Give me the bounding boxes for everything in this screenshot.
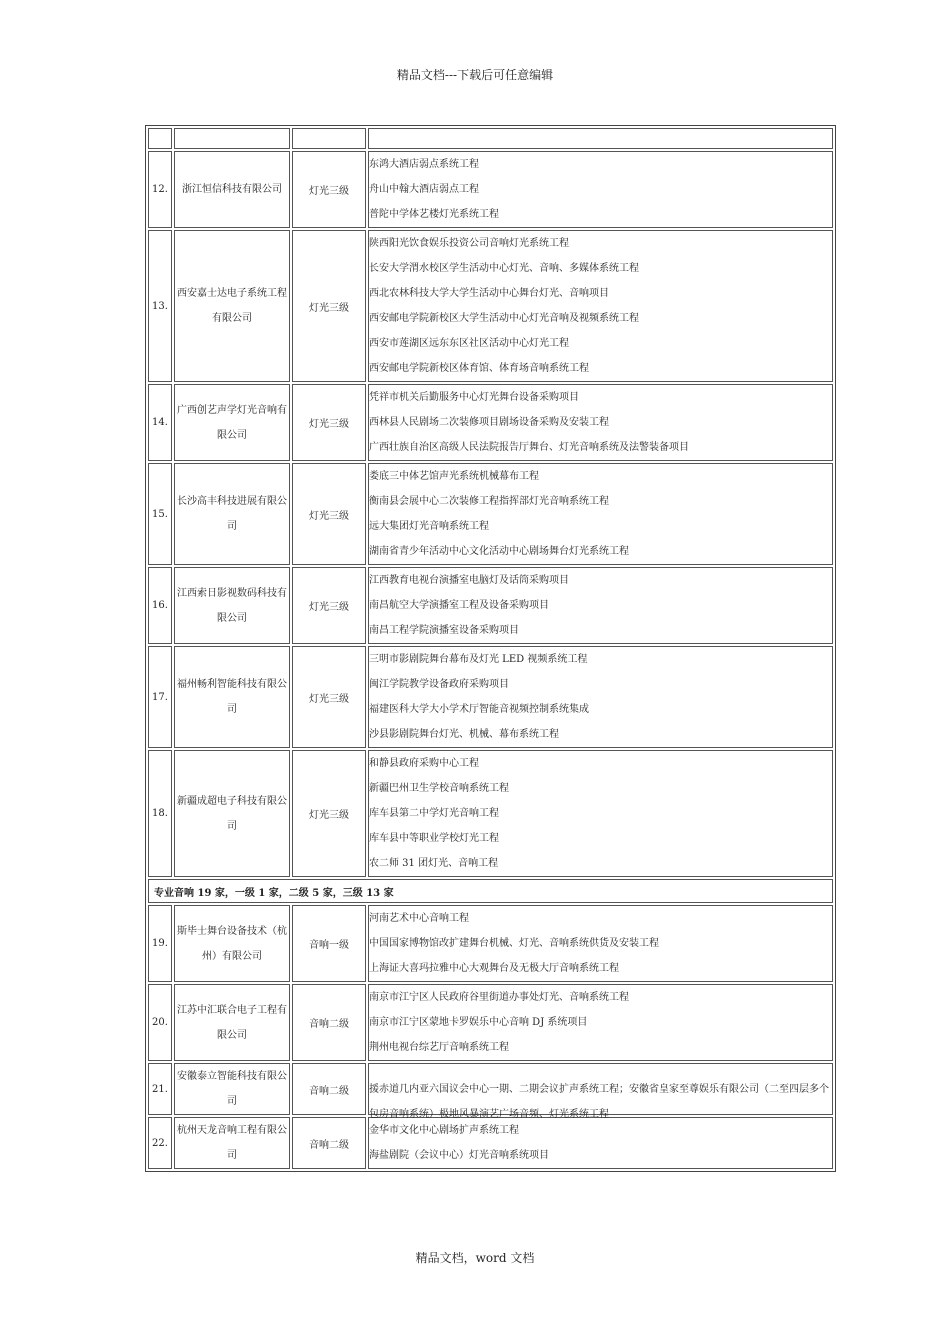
table-row: [148, 384, 833, 461]
section-header-audio: [148, 879, 833, 903]
page-footer: 精品文档，word 文档: [415, 1251, 535, 1265]
project-list: [368, 463, 833, 565]
project-item: 库车县第二中学灯光音响工程: [369, 808, 499, 819]
project-item: 金华市文化中心剧场扩声系统工程: [369, 1125, 519, 1136]
project-item: 长安大学渭水校区学生活动中心灯光、音响、多媒体系统工程: [369, 263, 639, 274]
project-item: 库车县中等职业学校灯光工程: [369, 833, 499, 844]
project-item: 衡南县会展中心二次装修工程指挥部灯光音响系统工程: [369, 496, 609, 507]
header-cell-level: [292, 128, 366, 149]
qualification-level: 音响二级: [292, 1117, 366, 1169]
row-number: 18.: [148, 750, 172, 877]
table-row: [148, 230, 833, 382]
section-title: 专业音响 19 家，一级 1 家，二级 5 家，三级 13 家: [148, 879, 833, 903]
project-item: 西北农林科技大学大学生活动中心舞台灯光、音响项目: [369, 288, 609, 299]
project-item: 河南艺术中心音响工程: [369, 913, 469, 924]
header-cell-company: [174, 128, 290, 149]
header-cell-no: [148, 128, 172, 149]
company-name: 江苏中汇联合电子工程有限公司: [174, 984, 290, 1061]
table-row: [148, 1063, 833, 1115]
row-number: 16.: [148, 567, 172, 644]
project-list: [368, 984, 833, 1061]
row-number: 20.: [148, 984, 172, 1061]
project-list: [368, 1063, 833, 1120]
table-row: [148, 463, 833, 565]
row-number: 14.: [148, 384, 172, 461]
qualification-level: 音响二级: [292, 984, 366, 1061]
project-item: 南京市江宁区蒙地卡罗娱乐中心音响 DJ 系统项目: [369, 1017, 588, 1028]
qualification-level: 音响二级: [292, 1063, 366, 1115]
table-row: [148, 984, 833, 1061]
company-name: 新疆成超电子科技有限公司: [174, 750, 290, 877]
project-item: 西安邮电学院新校区大学生活动中心灯光音响及视频系统工程: [369, 313, 639, 324]
project-item: 娄底三中体艺馆声光系统机械幕布工程: [369, 471, 539, 482]
company-name: 长沙高丰科技进展有限公司: [174, 463, 290, 565]
project-item: 西林县人民剧场二次装修项目剧场设备采购及安装工程: [369, 417, 609, 428]
project-item: 沙县影剧院舞台灯光、机械、幕布系统工程: [369, 729, 559, 740]
company-name: 广西创艺声学灯光音响有限公司: [174, 384, 290, 461]
project-item: 三明市影剧院舞台幕布及灯光 LED 视频系统工程: [369, 654, 588, 665]
project-item: 江西教育电视台演播室电脑灯及话筒采购项目: [369, 575, 569, 586]
project-item: 新疆巴州卫生学校音响系统工程: [369, 783, 509, 794]
qualification-level: 音响一级: [292, 905, 366, 982]
header-cell-projects: [368, 128, 833, 149]
qualification-level: 灯光三级: [292, 567, 366, 644]
project-item: 援赤道几内亚六国议会中心一期、二期会议扩声系统工程；安徽省皇家至尊娱乐有限公司（二至四层多个包房音响系统）极地风暴演艺广场音频、灯光系统工程: [369, 1083, 829, 1120]
company-name: 福州畅利智能科技有限公司: [174, 646, 290, 748]
project-list: [368, 384, 833, 461]
project-item: 广西壮族自治区高级人民法院报告厅舞台、灯光音响系统及法警装备项目: [369, 442, 689, 453]
company-name: 西安嘉士达电子系统工程有限公司: [174, 230, 290, 382]
project-item: 凭祥市机关后勤服务中心灯光舞台设备采购项目: [369, 392, 579, 403]
project-item: 西安邮电学院新校区体育馆、体育场音响系统工程: [369, 363, 589, 374]
contractor-table: [145, 125, 836, 1172]
project-list: [368, 230, 833, 382]
qualification-level: 灯光三级: [292, 463, 366, 565]
project-item: 南昌工程学院演播室设备采购项目: [369, 625, 519, 636]
table-row: [148, 905, 833, 982]
row-number: 19.: [148, 905, 172, 982]
project-item: 南京市江宁区人民政府谷里街道办事处灯光、音响系统工程: [369, 992, 629, 1003]
table-row: [148, 567, 833, 644]
project-list: [368, 567, 833, 644]
project-item: 福建医科大学大小学术厅智能音视频控制系统集成: [369, 704, 589, 715]
table-row: [148, 1117, 833, 1169]
project-item: 中国国家博物馆改扩建舞台机械、灯光、音响系统供货及安装工程: [369, 938, 659, 949]
table-header-row: [148, 128, 833, 149]
project-item: 荆州电视台综艺厅音响系统工程: [369, 1042, 509, 1053]
project-item: 农二师 31 团灯光、音响工程: [369, 858, 499, 869]
project-item: 陕西阳光饮食娱乐投资公司音响灯光系统工程: [369, 238, 569, 249]
row-number: 17.: [148, 646, 172, 748]
qualification-level: 灯光三级: [292, 646, 366, 748]
table-row: [148, 750, 833, 877]
qualification-level: 灯光三级: [292, 230, 366, 382]
row-number: 21.: [148, 1063, 172, 1115]
project-item: 普陀中学体艺楼灯光系统工程: [369, 209, 499, 220]
company-name: 安徽泰立智能科技有限公司: [174, 1063, 290, 1115]
project-item: 西安市莲湖区远东东区社区活动中心灯光工程: [369, 338, 569, 349]
project-item: 海盐剧院（会议中心）灯光音响系统项目: [369, 1150, 549, 1161]
row-number: 15.: [148, 463, 172, 565]
row-number: 13.: [148, 230, 172, 382]
company-name: 斯毕士舞台设备技术（杭州）有限公司: [174, 905, 290, 982]
row-number: 12.: [148, 151, 172, 228]
project-list: [368, 646, 833, 748]
row-number: 22.: [148, 1117, 172, 1169]
project-item: 和静县政府采购中心工程: [369, 758, 479, 769]
qualification-level: 灯光三级: [292, 384, 366, 461]
project-item: 远大集团灯光音响系统工程: [369, 521, 489, 532]
company-name: 杭州天龙音响工程有限公司: [174, 1117, 290, 1169]
qualification-level: 灯光三级: [292, 750, 366, 877]
table-row: [148, 151, 833, 228]
project-list: [368, 905, 833, 982]
project-list: [368, 750, 833, 877]
project-list: [368, 151, 833, 228]
project-item: 闽江学院教学设备政府采购项目: [369, 679, 509, 690]
page-header: 精品文档---下载后可任意编辑: [396, 68, 554, 82]
qualification-level: 灯光三级: [292, 151, 366, 228]
table-row: [148, 646, 833, 748]
project-item: 舟山中翰大酒店弱点工程: [369, 184, 479, 195]
project-item: 湖南省青少年活动中心文化活动中心剧场舞台灯光系统工程: [369, 546, 629, 557]
company-name: 浙江恒信科技有限公司: [174, 151, 290, 228]
project-item: 南昌航空大学演播室工程及设备采购项目: [369, 600, 549, 611]
project-item: 上海证大喜玛拉雅中心大观舞台及无极大厅音响系统工程: [369, 963, 619, 974]
company-name: 江西索日影视数码科技有限公司: [174, 567, 290, 644]
project-item: 东鸿大酒店弱点系统工程: [369, 159, 479, 170]
